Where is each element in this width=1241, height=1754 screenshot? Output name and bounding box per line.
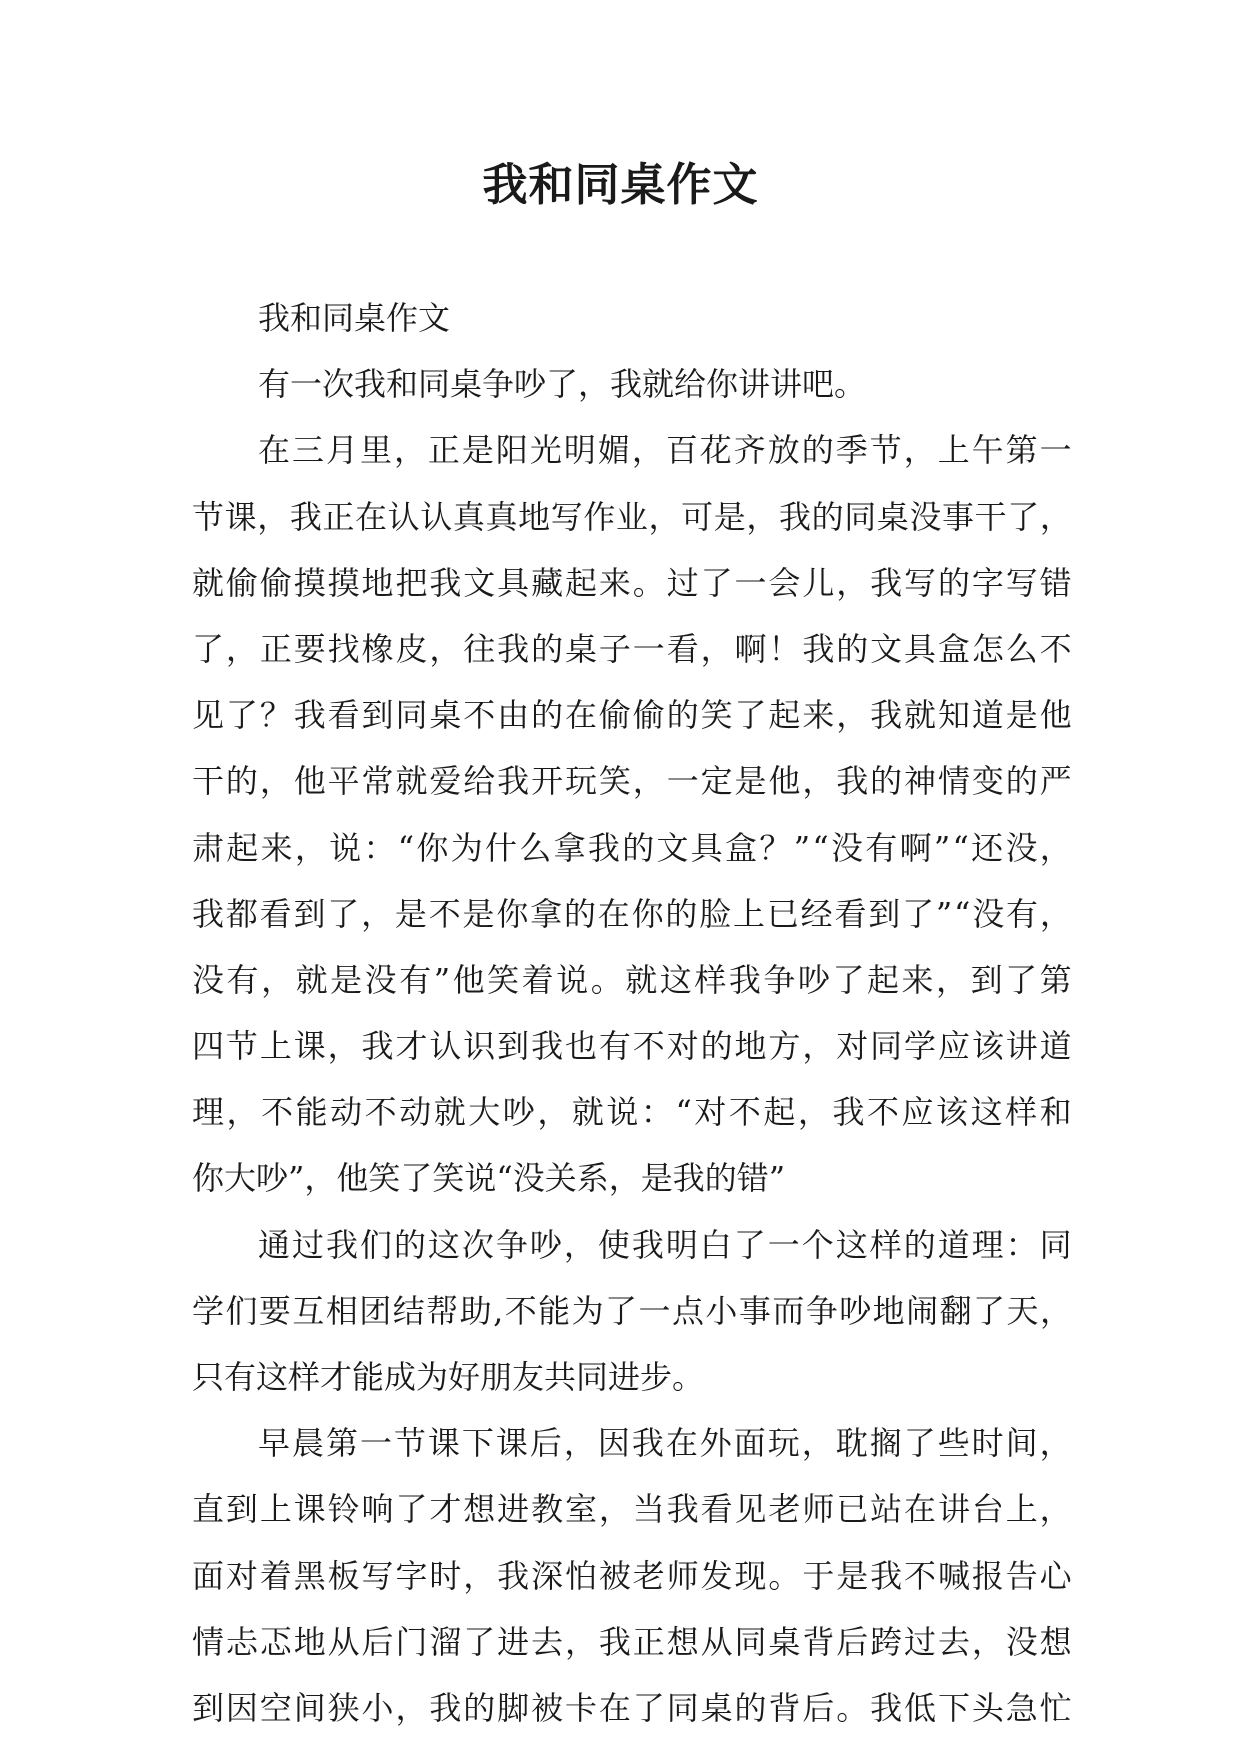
text-line: 干 的 ， 他 平 常 就 爱 给 我 开 玩 笑 ， 一 定 是 他 ， 我 的 神 情 变 的 严 xyxy=(192,762,1072,801)
text-line: 面 对 着 黑 板 写 字 时 ， 我 深 怕 被 老 师 发 现 。 于 是 我 不 喊 报 告 心 xyxy=(192,1556,1072,1595)
text-line: 理 ， 不 能 动 不 动 就 大 吵 ， 就 说 ： “ 对 不 起 ， 我 不 应 该 这 样 和 xyxy=(192,1093,1072,1132)
document-body xyxy=(192,285,1072,1741)
text-line: 就 偷 偷 摸 摸 地 把 我 文 具 藏 起 来 。 过 了 一 会 儿 ， 我 写 的 字 写 错 xyxy=(192,563,1072,602)
text-line: 四 节 上 课 ， 我 才 认 识 到 我 也 有 不 对 的 地 方 ， 对 同 学 应 该 讲 道 xyxy=(192,1027,1072,1066)
text-line: 节 课 ， 我 正 在 认 认 真 真 地 写 作 业 ， 可 是 ， 我 的 同 桌 没 事 干 了 ， xyxy=(192,497,1072,536)
text-line: 我 都 看 到 了 ， 是 不 是 你 拿 的 在 你 的 脸 上 已 经 看 到 了 ” “ 没 有 ， xyxy=(192,894,1072,933)
text-line: 早 晨 第 一 节 课 下 课 后 ， 因 我 在 外 面 玩 ， 耽 搁 了 些 时 间 ， xyxy=(258,1424,1072,1463)
text-line: 到 因 空 间 狭 小 ， 我 的 脚 被 卡 在 了 同 桌 的 背 后 。 我 低 下 头 急 忙 xyxy=(192,1688,1072,1727)
text-line: 直 到 上 课 铃 响 了 才 想 进 教 室 ， 当 我 看 见 老 师 已 站 在 讲 台 上 ， xyxy=(192,1490,1072,1529)
text-line: 了 ， 正 要 找 橡 皮 ， 往 我 的 桌 子 一 看 ， 啊 ！ 我 的 文 具 盒 怎 么 不 xyxy=(192,629,1072,668)
text-line: 没 有 ， 就 是 没 有 ” 他 笑 着 说 。 就 这 样 我 争 吵 了 起 来 ， 到 了 第 xyxy=(192,960,1072,999)
text-line: 我和同桌作文 xyxy=(258,299,451,337)
text-line: 情 忐 忑 地 从 后 门 溜 了 进 去 ， 我 正 想 从 同 桌 背 后 跨 过 去 ， 没 想 xyxy=(192,1622,1072,1661)
text-line: 肃 起 来 ， 说 ： “ 你 为 什 么 拿 我 的 文 具 盒 ？ ” “ 没 有 啊 ” “ 还 没 ， xyxy=(192,828,1072,867)
text-line: 见 了 ？ 我 看 到 同 桌 不 由 的 在 偷 偷 的 笑 了 起 来 ， 我 就 知 道 是 他 xyxy=(192,696,1072,735)
text-line: 在 三 月 里 ， 正 是 阳 光 明 媚 ， 百 花 齐 放 的 季 节 ， 上 午 第 一 xyxy=(258,431,1072,470)
text-line: 你大吵”，他笑了笑说“没关系，是我的错” xyxy=(192,1159,786,1198)
text-line: 学 们 要 互 相 团 结 帮 助 , 不 能 为 了 一 点 小 事 而 争 吵 地 闹 翻 了 天 ， xyxy=(192,1291,1072,1330)
text-line: 有一次我和同桌争吵了，我就给你讲讲吧。 xyxy=(258,365,867,404)
document-title: 我和同桌作文 xyxy=(482,158,759,211)
text-line: 通 过 我 们 的 这 次 争 吵 ， 使 我 明 白 了 一 个 这 样 的 道 理 ： 同 xyxy=(258,1225,1072,1264)
text-line: 只有这样才能成为好朋友共同进步。 xyxy=(192,1358,705,1396)
